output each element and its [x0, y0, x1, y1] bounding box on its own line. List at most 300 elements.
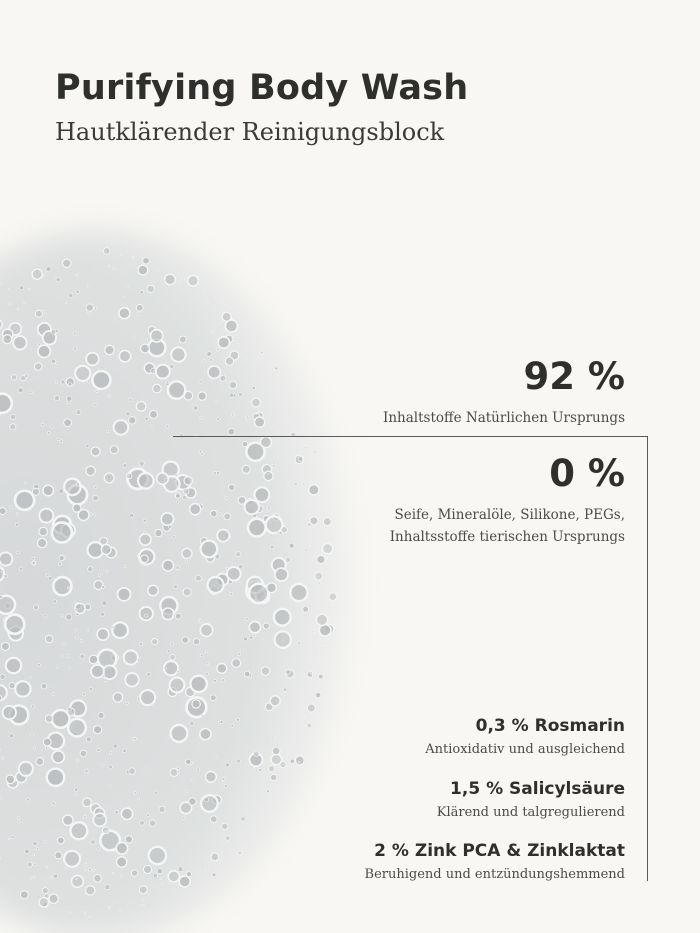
foam-bubble [252, 386, 255, 389]
foam-bubble [218, 337, 229, 348]
foam-bubble [163, 560, 174, 571]
foam-bubble [123, 464, 127, 468]
foam-bubble [207, 866, 209, 868]
foam-bubble [3, 335, 12, 344]
product-title: Purifying Body Wash [55, 68, 469, 108]
foam-bubble [315, 572, 323, 580]
foam-bubble [307, 590, 309, 592]
foam-bubble [75, 366, 90, 381]
foam-bubble [271, 737, 273, 739]
foam-bubble [200, 381, 202, 383]
foam-bubble [113, 693, 123, 703]
foam-bubble [52, 710, 70, 728]
foam-bubble [60, 440, 63, 443]
foam-bubble [131, 870, 137, 876]
foam-bubble [1, 757, 3, 759]
foam-bubble [43, 485, 54, 496]
foam-bubble [118, 909, 120, 911]
foam-bubble [86, 886, 95, 895]
foam-bubble [61, 380, 65, 384]
foam-bubble [267, 356, 269, 358]
foam-bubble [46, 867, 48, 869]
foam-bubble [236, 759, 240, 763]
foam-bubble [42, 311, 45, 314]
foam-bubble [185, 560, 187, 562]
foam-bubble [66, 302, 67, 303]
foam-bubble [153, 384, 162, 393]
foam-bubble [170, 678, 185, 693]
foam-bubble [109, 765, 113, 769]
foam-bubble [289, 536, 291, 538]
foam-bubble [270, 387, 271, 388]
foam-bubble [76, 759, 78, 761]
foam-bubble [105, 885, 110, 890]
foam-bubble [86, 353, 99, 366]
foam-bubble [204, 797, 208, 801]
foam-bubble [32, 269, 42, 279]
foam-bubble [55, 396, 60, 401]
foam-bubble [246, 617, 249, 620]
foam-bubble [106, 570, 108, 572]
foam-bubble [201, 541, 218, 558]
foam-bubble [104, 473, 114, 483]
foam-bubble [68, 707, 72, 711]
foam-bubble [186, 759, 191, 764]
foam-bubble [150, 426, 152, 428]
foam-bubble [298, 457, 303, 462]
foam-bubble [61, 655, 64, 658]
foam-bubble [67, 396, 72, 401]
foam-bubble [56, 665, 58, 667]
foam-bubble [246, 416, 249, 419]
foam-bubble [44, 274, 46, 276]
foam-bubble [20, 286, 24, 290]
foam-bubble [67, 655, 70, 658]
foam-bubble [298, 642, 301, 645]
foam-bubble [57, 837, 64, 844]
foam-bubble [236, 552, 241, 557]
foam-bubble [141, 555, 149, 563]
foam-bubble [215, 756, 217, 758]
foam-bubble [25, 375, 28, 378]
foam-bubble [323, 544, 333, 554]
foam-bubble [239, 565, 243, 569]
foam-bubble [130, 514, 134, 518]
foam-bubble [239, 393, 243, 397]
foam-bubble [204, 290, 206, 292]
foam-bubble [217, 530, 229, 542]
foam-bubble [137, 659, 139, 661]
foam-bubble [177, 770, 179, 772]
foam-bubble [157, 869, 162, 874]
foam-bubble [125, 673, 139, 687]
foam-bubble [126, 702, 129, 705]
foam-bubble [244, 671, 250, 677]
foam-bubble [254, 751, 259, 756]
foam-bubble [314, 453, 315, 454]
foam-bubble [134, 738, 136, 740]
foam-bubble [87, 380, 90, 383]
foam-bubble [11, 836, 14, 839]
foam-bubble [59, 489, 64, 494]
foam-bubble [0, 508, 6, 515]
stat-natural-label: Inhaltstoffe Natürlichen Ursprungs [383, 410, 625, 426]
foam-bubble [248, 519, 266, 537]
foam-bubble [274, 538, 276, 540]
foam-bubble [188, 276, 199, 287]
foam-bubble [145, 614, 148, 617]
foam-bubble [250, 636, 253, 639]
foam-bubble [15, 681, 30, 696]
foam-bubble [183, 817, 186, 820]
foam-bubble [144, 767, 146, 769]
foam-bubble [275, 367, 278, 370]
foam-bubble [4, 575, 7, 578]
foam-bubble [295, 756, 304, 765]
foam-bubble [94, 875, 102, 883]
foam-bubble [206, 651, 208, 653]
foam-bubble [275, 456, 277, 458]
foam-bubble [140, 534, 151, 545]
foam-bubble [73, 504, 81, 512]
foam-bubble [105, 345, 114, 354]
foam-bubble [211, 511, 217, 517]
foam-bubble [193, 639, 199, 645]
foam-bubble [315, 692, 320, 697]
foam-bubble [140, 607, 153, 620]
foam-bubble [219, 513, 222, 516]
foam-bubble [285, 669, 290, 674]
foam-bubble [68, 293, 72, 297]
foam-bubble [80, 640, 82, 642]
foam-bubble [249, 584, 268, 603]
foam-bubble [161, 513, 173, 525]
ingredient-desc: Klärend und talgregulierend [436, 805, 625, 820]
foam-bubble [309, 485, 319, 495]
foam-bubble [89, 687, 93, 691]
foam-bubble [307, 504, 308, 505]
foam-bubble [154, 791, 158, 795]
foam-bubble [141, 344, 150, 353]
foam-bubble [73, 332, 76, 335]
foam-bubble [38, 345, 50, 357]
foam-bubble [104, 679, 107, 682]
foam-bubble [121, 808, 132, 819]
foam-bubble [64, 419, 72, 427]
foam-bubble [150, 820, 156, 826]
foam-bubble [84, 815, 87, 818]
foam-bubble [300, 690, 302, 692]
foam-bubble [143, 519, 146, 522]
foam-bubble [29, 676, 31, 678]
foam-bubble [323, 518, 331, 526]
foam-bubble [168, 882, 170, 884]
foam-bubble [143, 905, 144, 906]
foam-bubble [10, 506, 13, 509]
foam-bubble [313, 631, 315, 633]
foam-bubble [98, 574, 101, 577]
foam-bubble [261, 667, 270, 676]
ingredient-rosemary [425, 716, 625, 757]
foam-bubble [102, 586, 105, 589]
foam-bubble [148, 585, 158, 595]
foam-bubble [52, 802, 55, 805]
foam-bubble [25, 482, 27, 484]
foam-bubble [129, 417, 136, 424]
foam-bubble [94, 307, 96, 309]
foam-bubble [255, 417, 265, 427]
foam-bubble [272, 747, 280, 755]
foam-bubble [44, 841, 46, 843]
foam-bubble [0, 394, 12, 413]
foam-bubble [0, 552, 12, 565]
foam-bubble [319, 582, 321, 584]
foam-bubble [46, 866, 48, 868]
foam-bubble [92, 371, 110, 389]
foam-bubble [209, 358, 212, 361]
foam-bubble [272, 464, 275, 467]
foam-bubble [252, 834, 254, 836]
foam-bubble [223, 304, 224, 305]
foam-bubble [305, 549, 307, 551]
foam-bubble [222, 679, 225, 682]
foam-bubble [197, 768, 200, 771]
foam-bubble [207, 352, 212, 357]
foam-bubble [176, 494, 180, 498]
foam-bubble [255, 487, 270, 502]
foam-bubble [305, 447, 307, 449]
foam-bubble [307, 704, 315, 712]
foam-bubble [93, 513, 96, 516]
foam-bubble [76, 878, 78, 880]
foam-bubble [45, 635, 53, 643]
foam-bubble [164, 667, 166, 669]
foam-bubble [238, 653, 240, 655]
stat-free-label-line2: Inhaltsstoffe tierischen Ursprungs [389, 529, 625, 545]
foam-bubble [49, 894, 58, 903]
foam-bubble [279, 531, 282, 534]
foam-bubble [55, 362, 57, 364]
foam-bubble [268, 507, 271, 510]
foam-bubble [285, 557, 290, 562]
foam-bubble [155, 529, 162, 536]
foam-bubble [201, 795, 218, 812]
foam-bubble [180, 336, 187, 343]
foam-bubble [317, 555, 325, 563]
foam-bubble [213, 852, 214, 853]
foam-bubble [124, 565, 126, 567]
foam-bubble [95, 486, 98, 489]
foam-bubble [253, 634, 255, 636]
foam-bubble [47, 769, 64, 786]
foam-bubble [63, 259, 71, 267]
foam-bubble [51, 876, 53, 878]
foam-bubble [41, 683, 47, 689]
foam-bubble [16, 513, 18, 515]
foam-bubble [119, 351, 130, 362]
foam-bubble [69, 383, 72, 386]
foam-bubble [263, 623, 269, 629]
foam-bubble [75, 609, 77, 611]
foam-bubble [84, 863, 86, 865]
foam-bubble [156, 365, 170, 379]
foam-bubble [97, 848, 100, 851]
foam-bubble [308, 523, 311, 526]
foam-bubble [89, 916, 90, 917]
foam-bubble [30, 391, 32, 393]
foam-bubble [217, 664, 227, 674]
foam-bubble [93, 495, 99, 501]
foam-bubble [11, 375, 16, 380]
foam-bubble [319, 674, 323, 678]
foam-bubble [225, 357, 233, 365]
foam-bubble [289, 543, 294, 548]
foam-bubble [86, 304, 93, 311]
foam-bubble [3, 706, 16, 719]
foam-bubble [113, 269, 115, 271]
foam-bubble [75, 629, 77, 631]
foam-bubble [61, 615, 63, 617]
ingredient-desc: Beruhigend und entzündungshemmend [364, 867, 625, 882]
foam-bubble [137, 798, 139, 800]
foam-bubble [24, 301, 26, 303]
foam-bubble [108, 907, 110, 909]
stat-natural-origin [383, 355, 625, 429]
foam-bubble [112, 622, 128, 638]
foam-bubble [215, 554, 220, 559]
foam-bubble [224, 513, 231, 520]
foam-bubble [8, 288, 10, 290]
foam-bubble [97, 628, 109, 640]
foam-bubble [85, 869, 86, 870]
foam-bubble [201, 453, 204, 456]
foam-bubble [45, 747, 48, 750]
foam-bubble [91, 840, 96, 845]
foam-bubble [76, 274, 78, 276]
foam-bubble [147, 814, 150, 817]
foam-bubble [119, 308, 130, 319]
foam-bubble [217, 418, 220, 421]
foam-bubble [230, 593, 232, 595]
foam-bubble [183, 588, 191, 596]
foam-bubble [132, 256, 134, 258]
foam-bubble [278, 442, 279, 443]
foam-bubble [177, 671, 179, 673]
foam-bubble [270, 696, 280, 706]
foam-bubble [108, 395, 110, 397]
foam-bubble [157, 473, 169, 485]
foam-bubble [18, 820, 20, 822]
foam-bubble [310, 641, 312, 643]
foam-bubble [179, 876, 190, 887]
foam-bubble [37, 848, 39, 850]
foam-bubble [25, 849, 29, 853]
foam-bubble [76, 290, 79, 293]
foam-bubble [144, 865, 152, 873]
foam-bubble [245, 500, 259, 514]
foam-bubble [270, 545, 273, 548]
foam-bubble [32, 488, 39, 495]
foam-bubble [139, 886, 147, 894]
foam-bubble [320, 547, 322, 549]
foam-bubble [121, 876, 123, 878]
foam-bubble [88, 868, 91, 871]
foam-bubble [86, 466, 95, 475]
foam-bubble [27, 862, 32, 867]
foam-bubble [38, 343, 41, 346]
foam-bubble [329, 593, 336, 600]
foam-bubble [167, 650, 170, 653]
foam-bubble [199, 450, 201, 452]
foam-bubble [39, 509, 53, 523]
foam-bubble [31, 734, 34, 737]
foam-bubble [118, 588, 131, 601]
foam-bubble [297, 555, 299, 557]
foam-bubble [53, 577, 71, 595]
foam-bubble [96, 390, 98, 392]
foam-bubble [116, 842, 128, 854]
foam-bubble [93, 813, 106, 826]
foam-bubble [63, 815, 73, 825]
foam-bubble [34, 863, 37, 866]
foam-bubble [228, 428, 235, 435]
foam-bubble [56, 277, 60, 281]
foam-bubble [58, 562, 61, 565]
foam-bubble [17, 551, 20, 554]
foam-bubble [42, 888, 48, 894]
foam-bubble [246, 359, 247, 360]
foam-bubble [65, 867, 66, 868]
foam-bubble [190, 676, 206, 692]
foam-bubble [229, 484, 235, 490]
foam-bubble [157, 269, 159, 271]
foam-bubble [26, 798, 29, 801]
foam-bubble [15, 491, 34, 510]
foam-bubble [161, 884, 162, 885]
foam-bubble [51, 330, 56, 335]
foam-bubble [159, 806, 165, 812]
foam-bubble [226, 836, 230, 840]
foam-bubble [46, 267, 51, 272]
foam-bubble [208, 366, 220, 378]
foam-bubble [74, 347, 77, 350]
foam-bubble [200, 416, 202, 418]
foam-bubble [290, 724, 292, 726]
foam-bubble [168, 871, 179, 882]
foam-bubble [57, 438, 60, 441]
foam-bubble [36, 758, 44, 766]
foam-bubble [195, 575, 201, 581]
foam-bubble [94, 581, 103, 590]
foam-bubble [280, 762, 286, 768]
foam-bubble [295, 437, 297, 439]
foam-bubble [17, 308, 19, 310]
foam-bubble [76, 410, 81, 415]
foam-bubble [278, 432, 280, 434]
foam-bubble [213, 679, 216, 682]
foam-bubble [93, 869, 95, 871]
foam-bubble [241, 817, 245, 821]
foam-bubble [171, 725, 188, 742]
ingredient-zinc [365, 841, 625, 882]
foam-bubble [0, 283, 1, 284]
foam-bubble [237, 342, 239, 344]
foam-bubble [275, 631, 291, 647]
foam-bubble [0, 857, 1, 859]
foam-bubble [168, 525, 172, 529]
ingredient-desc: Antioxidativ und ausgleichend [425, 742, 625, 757]
foam-bubble [252, 398, 261, 407]
